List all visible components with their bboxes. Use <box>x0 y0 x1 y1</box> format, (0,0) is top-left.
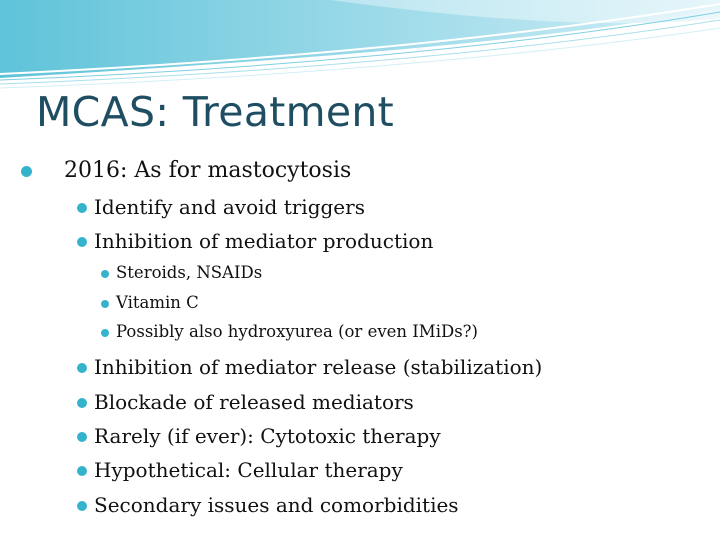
bullet-dot-icon <box>77 466 87 476</box>
bullet-dot-icon <box>77 203 87 213</box>
bullet-dot-icon <box>101 270 109 278</box>
bullet-text: 2016: As for mastocytosis <box>64 158 352 183</box>
bullet-text: Steroids, NSAIDs <box>116 263 263 282</box>
bullet-dot-icon <box>77 363 87 373</box>
bullet-text: Secondary issues and comorbidities <box>94 493 459 517</box>
bullet-text: Inhibition of mediator release (stabilization) <box>94 355 543 379</box>
bullet-text: Blockade of released mediators <box>94 390 414 414</box>
bullet-text: Possibly also hydroxyurea (or even IMiDs?) <box>116 322 478 341</box>
bullet-dot-icon <box>101 300 109 308</box>
bullet-dot-icon <box>77 501 87 511</box>
bullet-text: Vitamin C <box>116 293 199 312</box>
bullet-text: Inhibition of mediator production <box>94 229 434 253</box>
bullet-dot-icon <box>101 329 109 337</box>
bullet-dot-icon <box>77 237 87 247</box>
bullet-dot-icon <box>77 398 87 408</box>
bullet-dot-icon <box>21 166 32 177</box>
bullet-dot-icon <box>77 432 87 442</box>
slide-title: MCAS: Treatment <box>36 88 395 136</box>
bullet-text: Hypothetical: Cellular therapy <box>94 458 403 482</box>
bullet-text: Identify and avoid triggers <box>94 195 365 219</box>
bullet-text: Rarely (if ever): Cytotoxic therapy <box>94 424 441 448</box>
